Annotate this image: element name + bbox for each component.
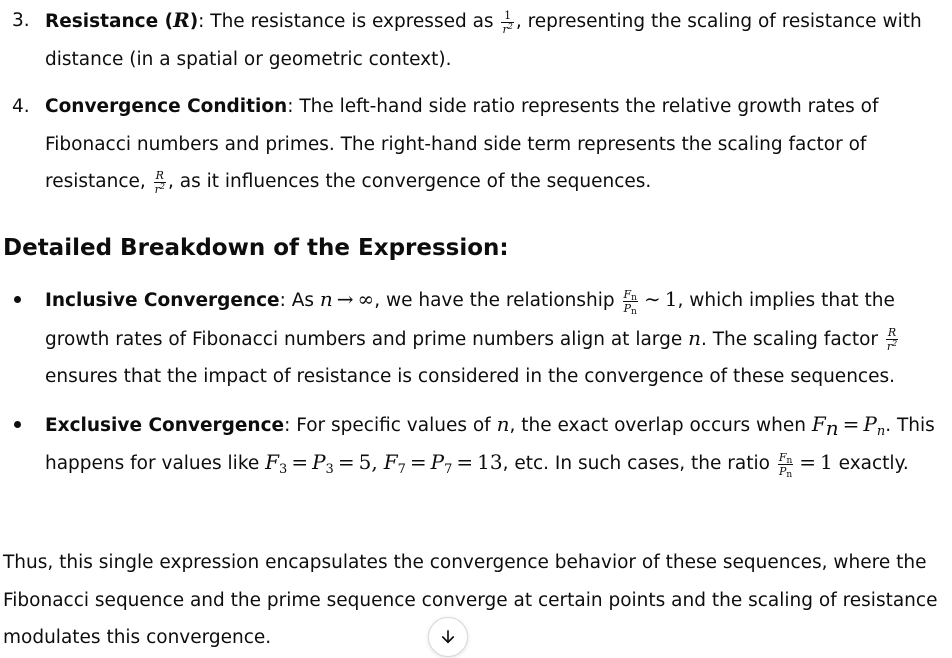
summary-paragraph: Thus, this single expression encapsulates the convergence behavior of these sequences, where the Fibonacci sequence and the prime sequence converge at certain points and the scaling of resistance modulates this convergence.	[3, 552, 938, 648]
term-exclusive-convergence: Exclusive Convergence	[45, 414, 285, 436]
math-fraction: $\frac{R}{r^2}$	[886, 326, 898, 353]
math-fraction: $\frac{F_n}{P_n}$	[778, 450, 793, 480]
math-fraction: $\frac{1}{r^2}$	[502, 8, 513, 36]
list-item: Exclusive Convergence: For specific values of n, the exact overlap occurs when $F_n = P_n$. This happens for values like $F_3 = P_3 = 5$, $F_7 = P_7 = 13$, etc. In such cases, the ratio $\frac{F_n}{P_n}$ = 1 exactly.	[0, 406, 940, 483]
math-fraction: $\frac{F_n}{P_n}$	[623, 287, 637, 317]
list-number: 3.	[12, 10, 30, 31]
list-number: 4.	[12, 96, 30, 117]
list-item: 4. Convergence Condition: The left-hand side ratio represents the relative growth rates of Fibonacci numbers and primes. The right-hand side term represents the scaling factor of resistance, $\frac{R}{r^2}$ , as it influences the convergence of the sequences.	[0, 88, 952, 201]
bullet-dot	[14, 421, 21, 428]
term-resistance: Resistance (R)	[45, 8, 199, 32]
list-item: Inclusive Convergence: As n → ∞, we have the relationship $\frac{F_n}{P_n}$ ∼ 1, which implies that the growth rates of Fibonacci numbers and prime numbers align at large n. The scaling factor $\frac{R}{r^2}$ ensures that the impact of resistance is considered in the convergence of these sequences.	[0, 281, 940, 396]
section-heading: Detailed Breakdown of the Expression:	[3, 235, 509, 261]
bullet-dot	[14, 296, 21, 303]
numbered-list	[0, 2, 952, 211]
arrow-down-icon	[439, 628, 457, 646]
bullet-list	[0, 281, 940, 493]
term-inclusive-convergence: Inclusive Convergence	[45, 290, 280, 311]
list-item: 3. Resistance (R): The resistance is expressed as $\frac{1}{r^2}$ , representing the scaling of resistance with distance (in a spatial or geometric context).	[0, 2, 952, 78]
math-fraction: $\frac{R}{r^2}$	[154, 168, 165, 196]
scroll-to-bottom-button[interactable]	[428, 617, 468, 657]
term-convergence-condition: Convergence Condition	[45, 96, 288, 117]
